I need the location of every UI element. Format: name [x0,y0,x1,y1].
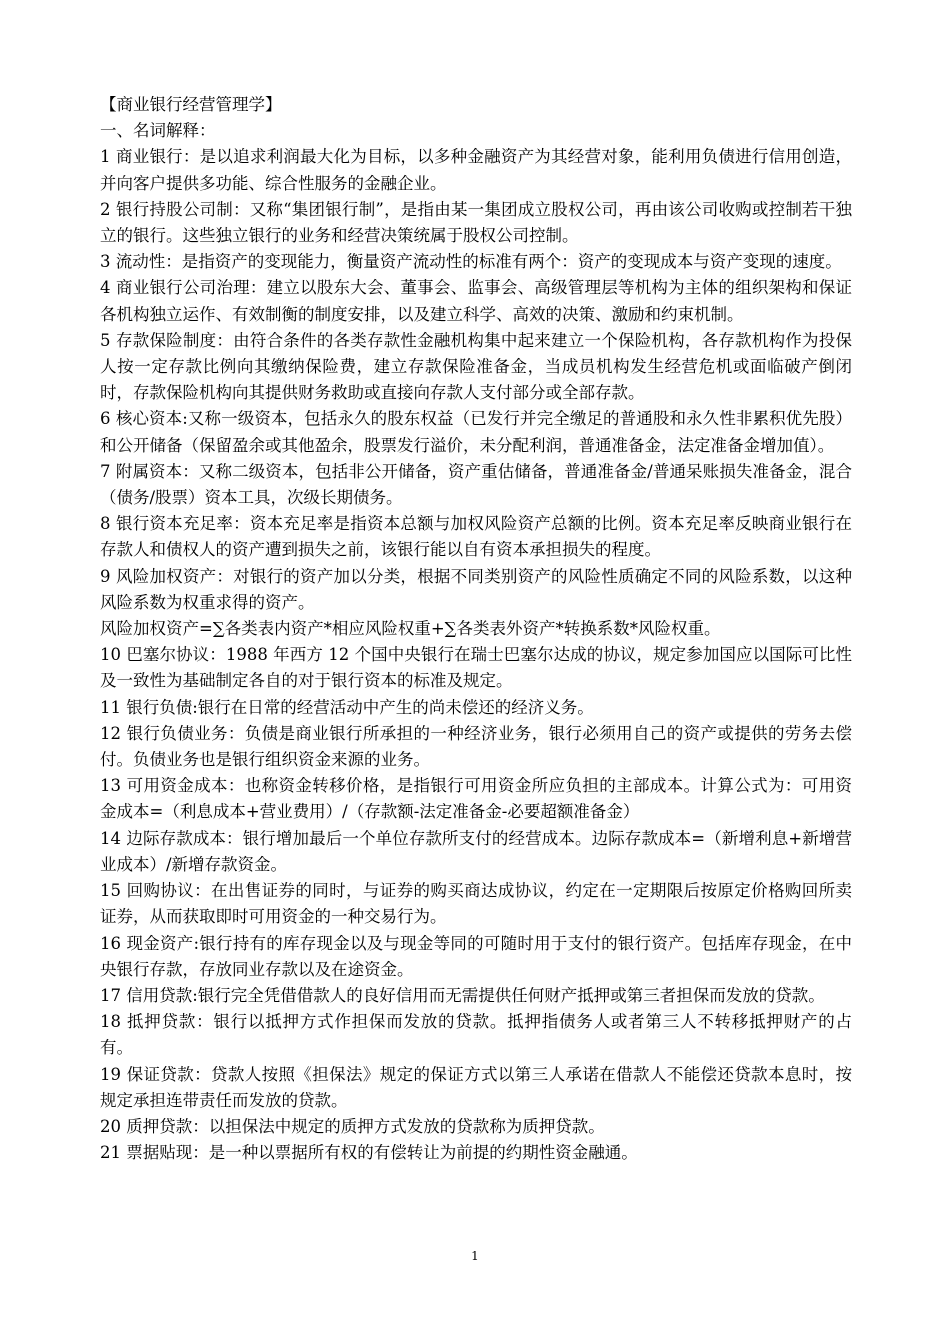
definition-18: 18 抵押贷款：银行以抵押方式作担保而发放的贷款。抵押指债务人或者第三人不转移抵押财产的占有。 [100,1012,852,1058]
definition-2: 2 银行持股公司制：又称“集团银行制”，是指由某一集团成立股权公司，再由该公司收购或控制若干独立的银行。这些独立银行的业务和经营决策统属于股权公司控制。 [100,199,852,246]
definition-11: 11 银行负债:银行在日常的经营活动中产生的尚未偿还的经济义务。 [100,697,594,717]
definition-17: 17 信用贷款:银行完全凭借借款人的良好信用而无需提供任何财产抵押或第三者担保而发放的贷款。 [100,985,825,1005]
definition-4: 4 商业银行公司治理：建立以股东大会、董事会、监事会、高级管理层等机构为主体的组织架构和保证各机构独立运作、有效制衡的制度安排，以及建立科学、高效的决策、激励和约束机制。 [100,278,852,324]
definition-5: 5 存款保险制度：由符合条件的各类存款性金融机构集中起来建立一个保险机构，各存款机构作为投保人按一定存款比例向其缴纳保险费，建立存款保险准备金，当成员机构发生经营危机或面临破产倒闭时，存款保险机构向其提供财务救助或直接向存款人支付部分或全部存款。 [100,330,852,403]
definition-8: 8 银行资本充足率：资本充足率是指资本总额与加权风险资产总额的比例。资本充足率反映商业银行在存款人和债权人的资产遭到损失之前，该银行能以自有资本承担损失的程度。 [100,514,852,560]
formula-risk-weighted-assets: 风险加权资产=∑各类表内资产*相应风险权重+∑各类表外资产*转换系数*风险权重。 [100,619,721,639]
definition-14: 14 边际存款成本：银行增加最后一个单位存款所支付的经营成本。边际存款成本=（新增利息+新增营业成本）/新增存款资金。 [100,828,852,874]
definition-12: 12 银行负债业务：负债是商业银行所承担的一种经济业务，银行必须用自己的资产或提供的劳务去偿付。负债业务也是银行组织资金来源的业务。 [100,723,852,770]
definition-1: 1 商业银行：是以追求利润最大化为目标，以多种金融资产为其经营对象，能利用负债进行信用创造，并向客户提供多功能、综合性服务的金融企业。 [100,147,852,193]
definition-19: 19 保证贷款：贷款人按照《担保法》规定的保证方式以第三人承诺在借款人不能偿还贷款本息时，按规定承担连带责任而发放的贷款。 [100,1064,852,1110]
definition-7: 7 附属资本：又称二级资本，包括非公开储备，资产重估储备，普通准备金/普通呆账损失准备金，混合（债务/股票）资本工具，次级长期债务。 [100,461,852,508]
definition-9: 9 风险加权资产：对银行的资产加以分类，根据不同类别资产的风险性质确定不同的风险系数，以这种风险系数为权重求得的资产。 [100,566,852,612]
document-title: 【商业银行经营管理学】 [100,95,282,114]
section-heading: 一、名词解释： [100,121,216,141]
document-body [100,92,852,1166]
definition-20: 20 质押贷款：以担保法中规定的质押方式发放的贷款称为质押贷款。 [100,1116,605,1136]
definition-15: 15 回购协议：在出售证券的同时，与证券的购买商达成协议，约定在一定期限后按原定价格购回所卖证券，从而获取即时可用资金的一种交易行为。 [100,881,852,927]
definition-10: 10 巴塞尔协议：1988 年西方 12 个国中央银行在瑞士巴塞尔达成的协议，规定参加国应以国际可比性及一致性为基础制定各自的对于银行资本的标准及规定。 [100,645,852,691]
definition-6: 6 核心资本:又称一级资本，包括永久的股东权益（已发行并完全缴足的普通股和永久性非累积优先股）和公开储备（保留盈余或其他盈余，股票发行溢价，未分配利润，普通准备金，法定准备金增加值）。 [100,409,852,455]
definition-3: 3 流动性：是指资产的变现能力，衡量资产流动性的标准有两个：资产的变现成本与资产变现的速度。 [100,252,842,272]
definition-21: 21 票据贴现：是一种以票据所有权的有偿转让为前提的约期性资金融通。 [100,1143,638,1163]
page-number: 1 [471,1249,479,1263]
definition-16: 16 现金资产:银行持有的库存现金以及与现金等同的可随时用于支付的银行资产。包括库存现金，在中央银行存款，存放同业存款以及在途资金。 [100,933,852,979]
definition-13: 13 可用资金成本：也称资金转移价格，是指银行可用资金所应负担的主部成本。计算公式为：可用资金成本=（利息成本+营业费用）/（存款额-法定准备金-必要超额准备金） [100,776,852,822]
